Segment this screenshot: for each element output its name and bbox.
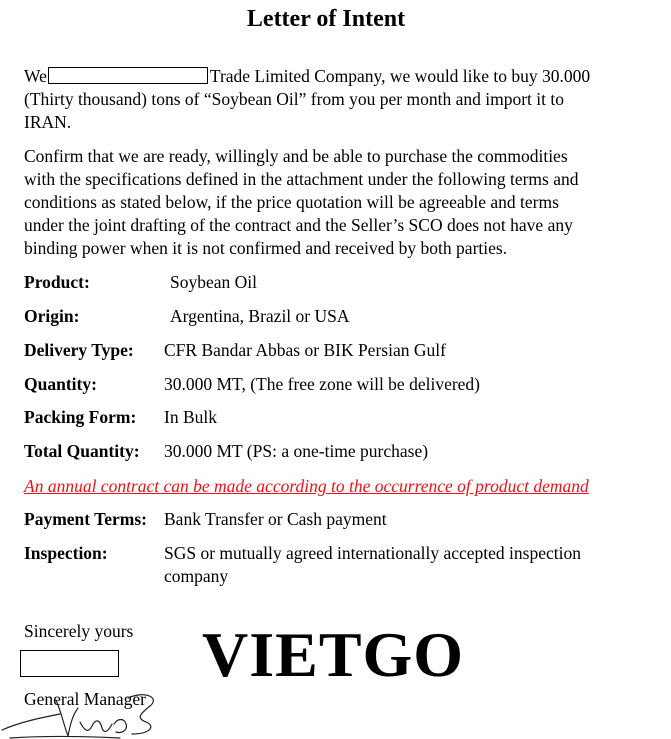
intro-line1: Trade Limited Company, we would like to buy 30.000 <box>209 66 591 86</box>
term-value: SGS or mutually agreed internationally accepted inspection <box>164 543 581 563</box>
page-title: Letter of Intent <box>246 6 406 32</box>
term-value: CFR Bandar Abbas or BIK Persian Gulf <box>164 340 446 360</box>
term-value: 30.000 MT, (The free zone will be delivered) <box>164 374 481 394</box>
closing-salutation: Sincerely yours <box>24 621 134 641</box>
handwritten-signature-icon <box>0 678 170 739</box>
annual-contract-notice: An annual contract can be made according to the occurrence of product demand <box>24 476 589 496</box>
term-value: In Bulk <box>164 407 217 427</box>
term-label: Packing Form: <box>24 407 137 427</box>
intro-paragraph <box>24 65 634 134</box>
term-label: Product: <box>24 272 90 292</box>
term-value-continued: company <box>164 566 229 586</box>
confirm-line: with the specifications defined in the attachment under the following terms and <box>24 169 579 189</box>
company-name-blank-field <box>48 67 208 84</box>
confirm-paragraph <box>24 145 634 260</box>
term-value: Bank Transfer or Cash payment <box>164 509 387 529</box>
signer-title: General Manager <box>24 689 146 709</box>
term-label: Total Quantity: <box>24 441 140 461</box>
confirm-line: under the joint drafting of the contract and the Seller’s SCO does not have any <box>24 215 573 235</box>
term-label: Inspection: <box>24 543 108 563</box>
signature-blank-box <box>20 650 119 677</box>
intro-line2: (Thirty thousand) tons of “Soybean Oil” from you per month and import it to <box>24 89 564 109</box>
confirm-line: conditions as stated below, if the price quotation will be agreeable and terms <box>24 192 559 212</box>
term-value: 30.000 MT (PS: a one-time purchase) <box>164 441 429 461</box>
confirm-line: binding power when it is not confirmed and received by both parties. <box>24 238 508 258</box>
term-label: Origin: <box>24 306 80 326</box>
term-label: Payment Terms: <box>24 509 147 529</box>
confirm-line: Confirm that we are ready, willingly and be able to purchase the commodities <box>24 146 568 166</box>
intro-line3: IRAN. <box>24 112 72 132</box>
term-value: Soybean Oil <box>170 272 258 292</box>
intro-prefix: We <box>24 66 47 86</box>
term-label: Delivery Type: <box>24 340 134 360</box>
vietgo-watermark: VIETGO <box>202 619 465 690</box>
term-label: Quantity: <box>24 374 97 394</box>
term-value: Argentina, Brazil or USA <box>170 306 350 326</box>
